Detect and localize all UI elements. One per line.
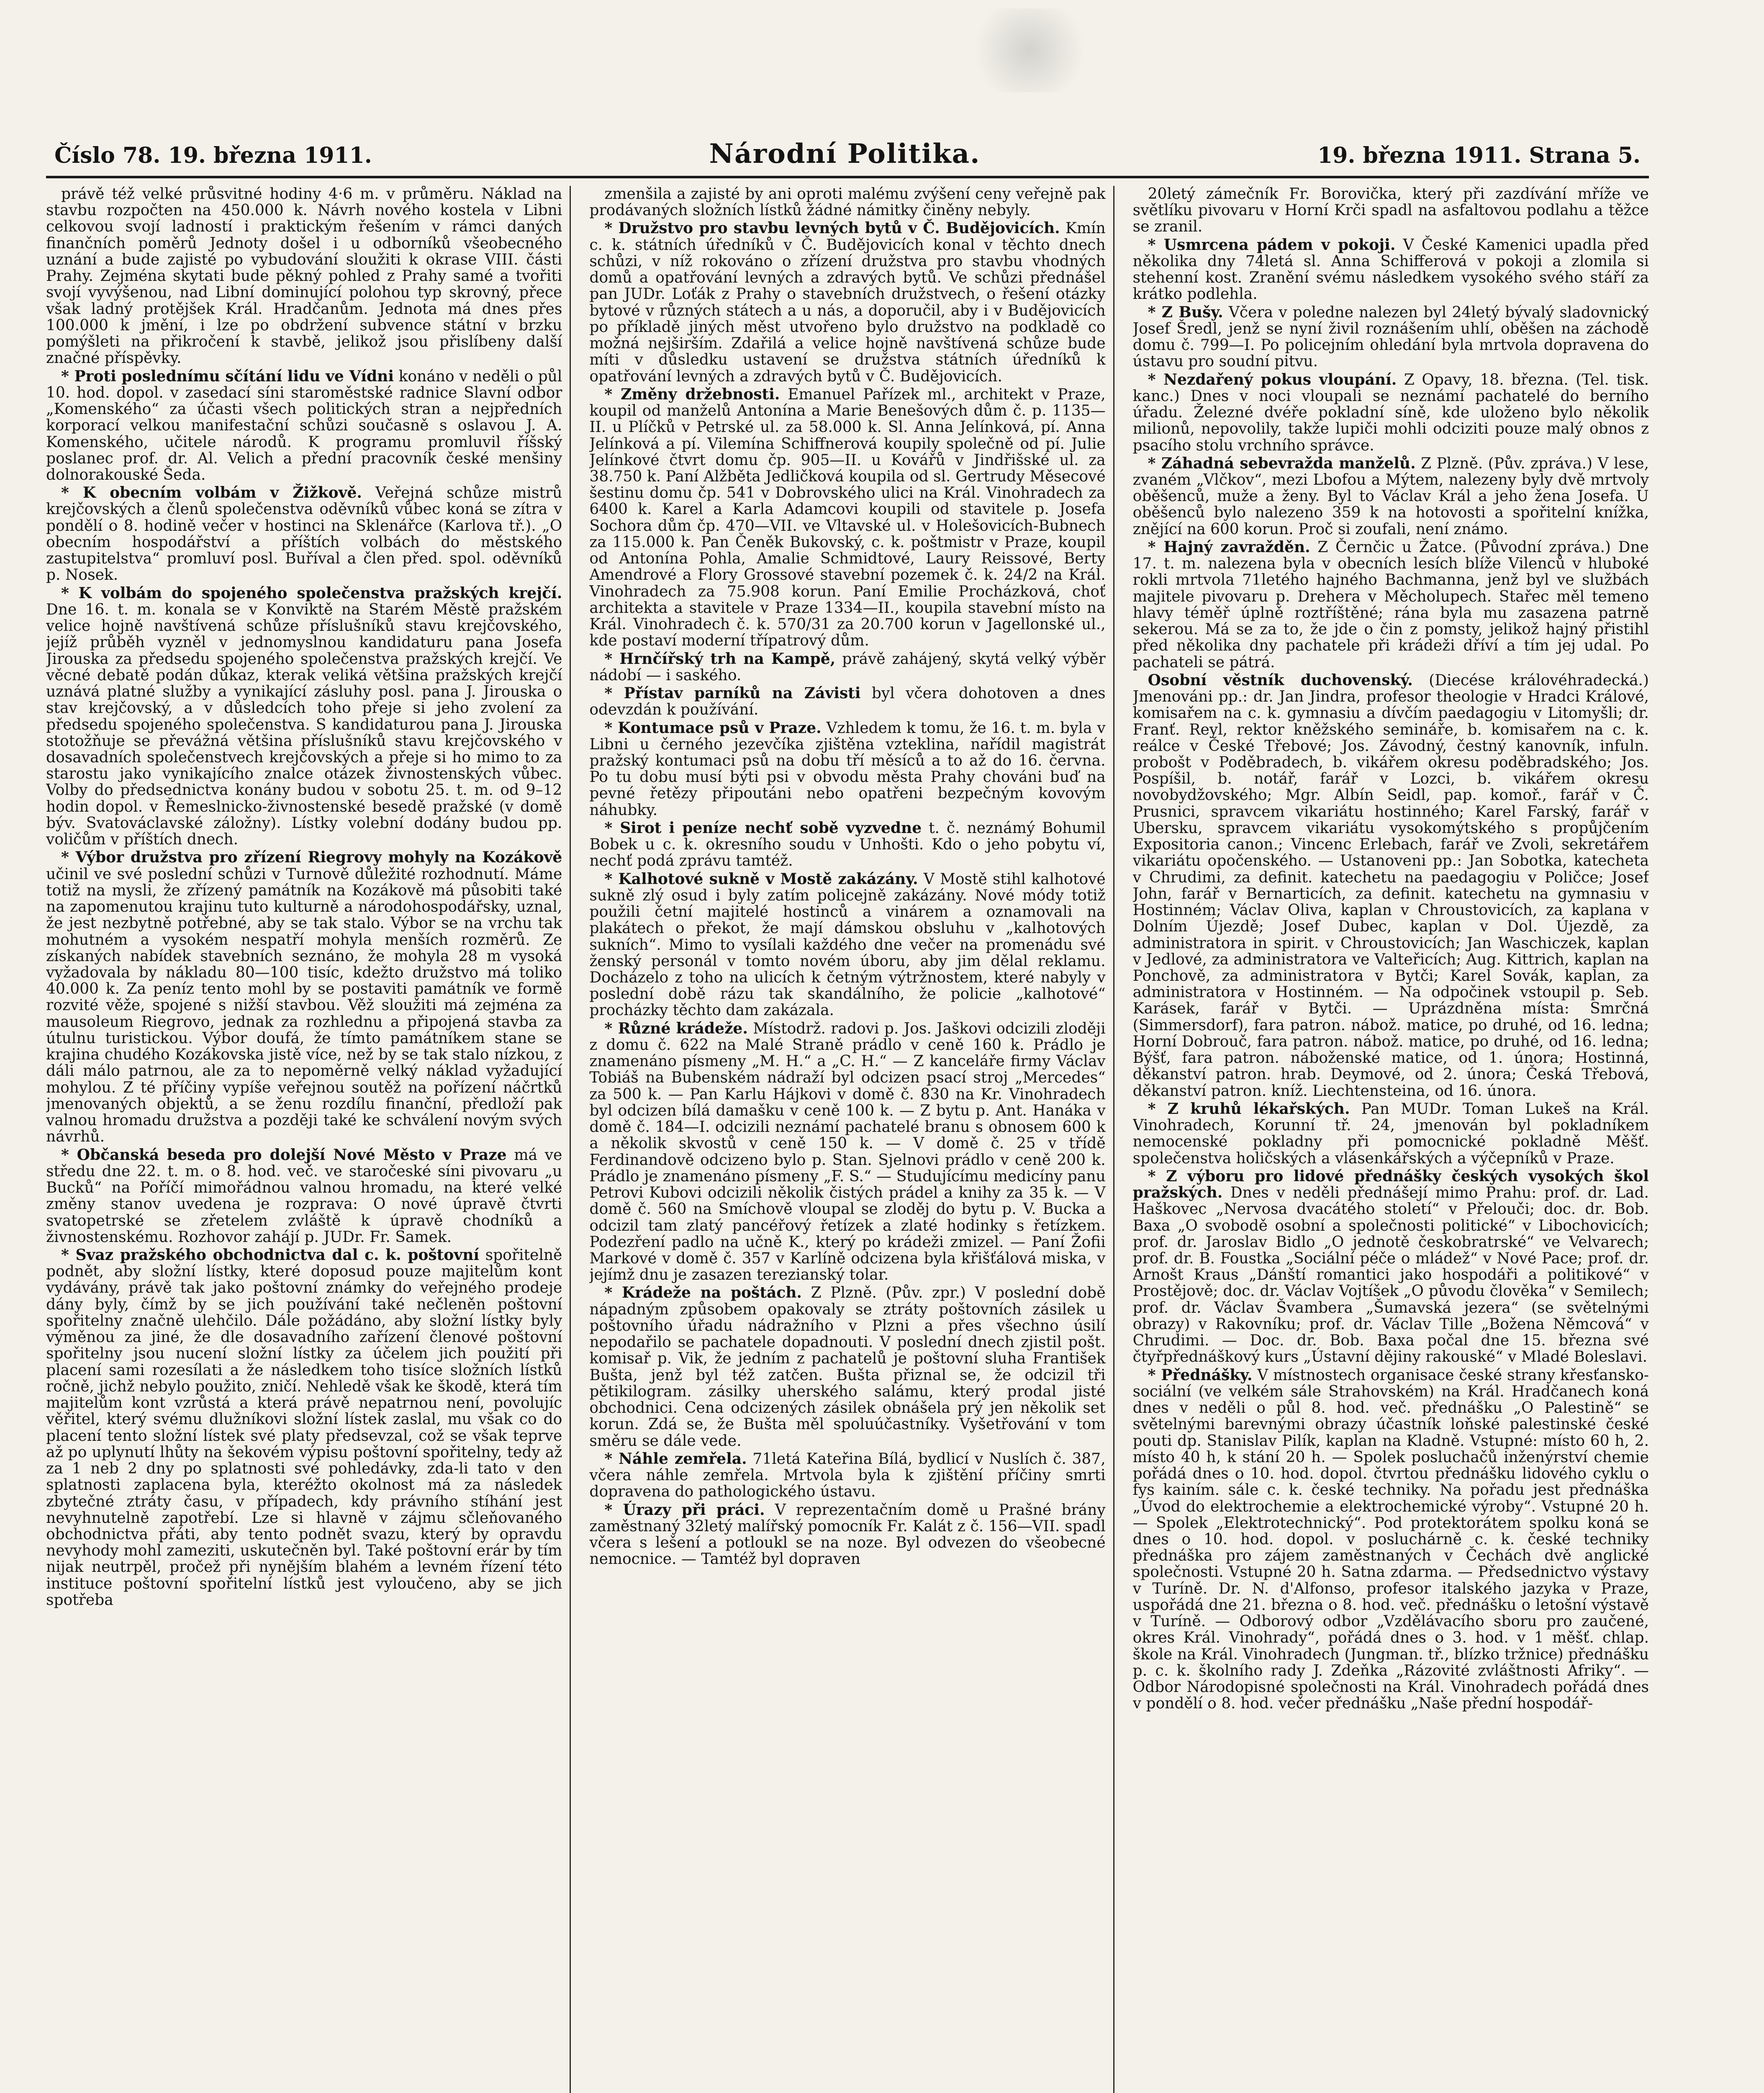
article-paragraph [589,1285,1105,1449]
article-paragraph [589,651,1105,684]
article-heading: * Záhadná sebevražda manželů. [1148,454,1416,472]
article-text: 71letá Kateřina Bílá, bydlicí v Nuslích č. 387, včera náhle zemřela. Mrtvola byla k zjištění příčiny smrti dopravena do pathologického ústavu. [589,1450,1106,1501]
article-heading: * Svaz pražského obchodnictva dal c. k. poštovní [61,1246,480,1264]
article-text: právě též velké průsvitné hodiny 4·6 m. v průměru. Náklad na stavbu rozpočten na 450.000 k. Návrh nového kostela v Libni celkovou svojí ladností i praktickým řešením v rámci daných finančních poměrů Jednoty došel i u odborníků všeobecného uznání a bude zajisté po vybudování sloužiti k okrase VIII. části Prahy. Zejména skytati bude pěkný pohled z Prahy samé a tvořiti svojí vyvýšenou, nad Libní dominující polohou typ skrovný, přece však ladný protějšek Král. Hradčanům. Jednota má dnes přes 100.000 k jmění, i lze po obdržení subvence státní v brzku pomýšleti na přikročení k stavbě, jelikož jsou přislíbeny další značné příspěvky. [46,186,562,367]
article-text: Vzhledem k tomu, že 16. t. m. byla v Libni u černého jezevčíka zjištěna vzteklina, nařídil magistrát pražský kontumaci psů na dobu tří měsíců a to až do 16. června. Po tu dobu musí býti psi v obvodu města Prahy chováni buď na pevné řetězy připoutáni nebo opatřeni bezpečným kovovým náhubky. [589,719,1106,819]
article-text: V reprezentačním domě u Prašné brány zaměstnaný 32letý malířský pomocník Fr. Kalát z č. 156—VII. spadl včera s lešení a potloukl se na noze. Byl odvezen do všeobecné nemocnice. — Tamtéž byl dopraven [589,1501,1106,1568]
article-paragraph [1133,455,1649,537]
article-heading: Osobní věstník duchovenský. [1148,671,1413,689]
article-text: Dnes v neděli přednášejí mimo Prahu: prof. dr. Lad. Haškovec „Nervosa dvacátého století“ v Přelouči; doc. dr. Bob. Baxa „O svobodě osobní a společnosti politické“ v Libochovicích; prof. dr. Jaroslav Bidlo „O jednotě českobratrské“ ve Velvarech; prof. dr. B. Foustka „Sociální péče o mládež“ v Nové Pace; prof. dr. Arnošt Kraus „Dánští romantici jako hospodáři a politikové“ v Prostějově; doc. dr. Václav Vojtíšek „O původu člověka“ v Semilech; prof. dr. Václav Švambera „Šumavská jezera“ (se světelnými obrazy) v Rakovníku; prof. dr. Václav Tille „Božena Němcová“ v Chrudimi. — Doc. dr. Bob. Baxa počal dne 15. března své čtyřpřednáškový kurs „Ústavní dějiny rakouské“ v Mladé Boleslavi. [1132,1184,1649,1366]
article-heading: * Z Bušy. [1148,303,1223,321]
article-heading: * Z výboru pro lidové přednášky českých vysokých škol pražských. [1132,1167,1649,1202]
article-paragraph [589,386,1105,649]
article-heading: * K volbám do spojeného společenstva pražských krejčí. [61,584,562,602]
article-heading: * Přednášky. [1148,1366,1253,1384]
article-paragraph [46,585,562,848]
article-text: t. č. neznámý Bohumil Bobek u c. k. okresního soudu v Unhošti. Kdo o jeho pobytu ví, nechť podá zprávu tamtéž. [589,819,1106,870]
article-paragraph [589,1451,1105,1500]
article-columns [46,186,1649,2093]
article-text: Z Plzně. (Pův. zpráva.) V lese, zvaném „Vlčkov“, mezi Lbofou a Mýtem, nalezeny byly dvě mrtvoly oběšenců, muže a ženy. Byl to Václav Král a jeho žena Josefa. U oběšenců bylo nalezeno 359 k na hotovosti a spořitelní knížka, znějící na 600 korun. Proč si zoufali, není známo. [1132,455,1649,538]
article-paragraph [1133,1101,1649,1167]
article-text: právě zahájený, skytá velký výběr nádobí — i saského. [589,650,1106,684]
article-text: byl včera dohotoven a dnes odevzdán k používání. [589,685,1106,719]
article-paragraph [46,1147,562,1245]
column-3 [1133,186,1649,2093]
article-text: Pan MUDr. Toman Lukeš na Král. Vinohradech, Korunní tř. 24, jmenován byl pokladníkem nemocenské pokladny při pomocnické pokladně Měšť. společenstva holičských a vlásenkářských a výčepníků v Praze. [1132,1100,1649,1167]
article-paragraph [46,368,562,483]
column-1 [46,186,571,2093]
article-paragraph [589,871,1105,1019]
article-heading: * Různé krádeže. [604,1019,748,1037]
article-heading: * Z kruhů lékařských. [1148,1100,1350,1118]
article-heading: * Hrnčířský trh na Kampě, [604,650,836,668]
article-paragraph [1133,539,1649,671]
article-heading: * Úrazy při práci. [604,1501,765,1519]
article-text: V Mostě stihl kalhotové sukně zlý osud i byly zatím policejně zakázány. Nové módy totiž použili četní majitelé hostinců a vinárem a oznamovali na plakátech o překot, že mají dámskou obsluhu v „kalhotových sukních“. Mimo to vysílali každého dne večer na promenádu své ženský personál v tomto novém úboru, aby jim dělal reklamu. Docházelo z toho na ulicích k četným výtržnostem, které nabyly v poslední době rázu tak skandálního, že policie „kalhotové“ procházky těchto dam zakázala. [589,870,1106,1019]
article-paragraph [589,720,1105,818]
article-paragraph [1133,186,1649,235]
article-paragraph [46,1247,562,1608]
article-text: Dne 16. t. m. konala se v Konviktě na Starém Městě pražském velice hojně navštívená schůze příslušníků stavu krejčovského, jejíž průběh vyzněl v jednomyslnou kandidaturu pana Josefa Jirouska za předsedu spojeného společenstva pražských krejčí. Ve věcné debatě podán důkaz, kterak veliká většina pražských krejčí uznává platné služby a vynikající zásluhy posl. pana J. Jirouska o stav krejčovský, a v důsledcích toho přeje si jeho zvolení za předsedu spojeného společenstva. S kandidaturou pana J. Jirouska stotožňuje se převážná většina příslušníků stavu krejčovského v dosavadních společenstvech krejčovských a přeje si ho mimo to za starostu jako vynikajícího znalce otázek živnostenských vůbec. Volby do předsednictva konány budou v sobotu 25. t. m. od 9–12 hodin dopol. v Řemeslnicko-živnostenské besedě pražské (v domě býv. Svatováclavské záložny). Lístky volební dodány budou pp. voličům v příštích dnech. [46,601,562,849]
article-text: Včera v poledne nalezen byl 24letý bývalý sladovnický Josef Šredl, jenž se nyní živil roznášením uhlí, oběšen na záchodě domu č. 799—I. Po policejním ohledání byla mrtvola dopravena do ústavu pro soudní pitvu. [1132,303,1649,370]
article-paragraph [1133,304,1649,370]
article-paragraph [1133,237,1649,303]
article-text: V České Kamenici upadla před několika dny 74letá sl. Anna Schifferová v pokoji a zlomila si stehenní kost. Zranění svému následkem vysokého svého stáří za krátko podlehla. [1132,236,1649,303]
page-header [46,138,1649,178]
article-text: má ve středu dne 22. t. m. o 8. hod. več. ve staročeské síni pivovaru „u Bucků“ na Poříčí mimořádnou valnou hromadu, na které velké změny stanov uvedena je rozprava: O nové úpravě čtvrti svatopetrské se zřetelem zvláště k úpravě chodníků a živnostenskému. Rozhovor zahájí p. JUDr. Fr. Samek. [46,1146,562,1246]
article-paragraph [1133,1367,1649,1712]
article-text: 20letý zámečník Fr. Borovička, který při zazdívání mříže ve světlíku pivovaru v Horní Krči spadl na asfaltovou podlahu a těžce se zranil. [1132,186,1649,236]
article-paragraph [1133,672,1649,1099]
article-text: spořitelně podnět, aby složní lístky, které doposud pouze majitelům kont vydávány, právě tak jako poštovní známky do veřejného prodeje dány byly, čímž by se jich používání také nečleněn poštovní spořitelny značně ulehčilo. Dále požádáno, aby složní lístky byly výměnou za jiné, že dle dosavadního zařízení členové poštovní spořitelny jsou nucení složní lístky za účelem jich použití při placení sami rozesílati a že následkem toho tisíce složních lístků ročně, jichž nebylo použito, zničí. Nehledě však ke škodě, která tím majitelům kont vzrůstá a která právě nepatrnou není, povolujíc věřitel, který svému dlužníkovi složní lístek zaslal, mu však co do placení tento složní lístek své platy předsevzal, což se však teprve až po uplynutí lhůty na šekovém výpisu poštovní spořitelny, tedy až za 1 neb 2 dny po splatnosti své pohledávky, zda-li tato v den splatnosti zaplacena byla, kteréžto okolnost má za následek zbytečné ztráty času, v případech, kdy právního stíhání jest nevyhnutelně zapotřebí. Lze si hlavně v zájmu sčleňovaného obchodnictva přáti, aby tento podnět svazu, který by opravdu nevyhody mohl zameziti, uskutečněn byl. Také poštovní erár by tím nijak neutrpěl, pročež při nynějším blahém a levném řízení této instituce poštovní spořitelní lístků jest vyloučeno, aby se jich spotřeba [46,1247,562,1609]
article-paragraph [1133,372,1649,454]
article-paragraph [46,485,562,583]
article-paragraph [589,1021,1105,1283]
article-paragraph [589,1502,1105,1568]
article-heading: * Proti poslednímu sčítání lidu ve Vídni [61,367,394,385]
article-paragraph [46,849,562,1145]
article-text: zmenšila a zajisté by ani oproti malému zvýšení ceny veřejně pak prodávaných složních lístků žádné námitky činěny nebyly. [589,186,1106,219]
article-text: Veřejná schůze mistrů krejčovských a členů společenstva oděvníků vůbec koná se zítra v pondělí o 8. hodině večer v hostinci na Sklenářce (Karlova tř.). „O obecním hospodářství a příštích volbách do městského zastupitelstva“ promluví posl. Buříval a člen před. spol. oděvníků p. Nosek. [46,484,562,584]
article-paragraph [1133,1168,1649,1365]
article-paragraph [589,820,1105,869]
article-text: Z Opavy, 18. března. (Tel. tisk. kanc.) Dnes v noci vloupali se neznámí pachatelé do berního úřadu. Železné dvéře pokladní síně, kde uloženo bylo několik milionů, nepovolily, takže lupiči mohli odciziti pouze malý obnos z psacího stolu vrchního správce. [1132,371,1649,454]
article-heading: * Přístav parníků na Závisti [604,684,861,702]
print-smudge [963,8,1096,92]
header-issue-date: Číslo 78. 19. března 1911. [54,143,372,168]
article-heading: * Kontumace psů v Praze. [604,719,822,737]
article-heading: * Usmrcena pádem v pokoji. [1148,236,1396,254]
article-heading: * Nezdařený pokus vloupání. [1148,370,1397,388]
article-text: konáno v neděli o půl 10. hod. dopol. v zasedací síni staroměstské radnice Slavní odbor „Komenského“ za účasti všech politických stran a nejpředních korporací velkou manifestační schůzi současně s oslavou J. A. Komenského, učitele národů. K programu promluvil říšský poslanec prof. dr. Al. Velich a přední pracovník české menšiny dolnorakouské Šeda. [46,368,562,483]
article-text: Emanuel Pařízek ml., architekt v Praze, koupil od manželů Antonína a Marie Benešových dům č. p. 1135—II. u Plíčků v Petrské ul. za 58.000 k. Sl. Anna Jelínková, pí. Anna Jelínková a pí. Vilemína Schiffnerová koupily společně od pí. Julie Jelínkové čtvrt domu čp. 905—II. u Kovářů v Jindřišské ul. za 38.750 k. Paní Alžběta Jedličková koupila od sl. Gertrudy Měsecové šestinu domu čp. 541 v Dobrovského ulici na Král. Vinohradech za 6400 k. Karel a Karla Adamcovi koupili od stavitele p. Josefa Sochora dům čp. 470—VII. ve Vltavské ul. v Holešovicích-Bubnech za 115.000 k. Pan Čeněk Bukovský, c. k. poštmistr v Praze, koupil od Antonína Pohla, Amalie Schmidtové, Laury Reissové, Berty Amendrové a Flory Grossové stavební pozemek č. k. 24/2 na Král. Vinohradech za 75.908 korun. Paní Emilie Procházková, choť architekta a stavitele v Praze 1334—II., koupila stavební místo na Král. Vinohradech č. k. 570/31 za 20.700 korun v Jagellonské ul., kde postaví moderní třípatrový dům. [589,386,1106,650]
article-heading: * K obecním volbám v Žižkově. [61,484,362,502]
article-paragraph [589,220,1105,384]
article-text: Místodrž. radovi p. Jos. Jaškovi odcizili zloději z domu č. 622 na Malé Straně prádlo v ceně 160 k. Prádlo je znamenáno písmeny „M. H.“ a „C. H.“ — Z kanceláře firmy Václav Tobiáš na Bubenském nádraží byl odcizen psací stroj „Mercedes“ za 500 k. — Pan Karlu Hájkovi v domě č. 830 na Kr. Vinohradech byl odcizen bílá damašku v ceně 100 k. — Z bytu p. Ant. Hanáka v domě č. 184—I. odcizili neznámí pachatelé branu s obnosem 600 k a několik skvostů v ceně 150 k. — V domě č. 25 v třídě Ferdinandově odcizeno bylo p. Stan. Sjelnovi prádlo v ceně 200 k. Prádlo je znamenáno písmeny „F. S.“ — Studujícímu medicíny panu Petrovi Kubovi odcizili několik čistých prádel a knihy za 35 k. — V domě č. 560 na Smíchově vloupal se zloděj do bytu p. V. Bucka a odcizil tam zlatý pancéřový řetízek a zlaté hodinky s řetízkem. Podezření padlo na učně K., který po krádeži zmizel. — Paní Žofii Markové v domě č. 357 v Karlíně odcizena byla křišťálová miska, v jejímž dnu je zasazen terezianský tolar. [589,1020,1106,1284]
article-heading: * Změny držebnosti. [604,385,780,403]
article-heading: * Družstvo pro stavbu levných bytů v Č. Budějovicích. [604,219,1060,237]
article-text: učinil ve své poslední schůzi v Turnově důležité rozhodnutí. Máme totiž na mysli, že zřízený památník na Kozákově má působiti také na zapomenutou krajinu tuto kulturně a národohospodářsky, uznal, že jest nezbytně potřebné, aby se tak stalo. Výbor se na vrchu tak mohutném a vysokém nespatří mohyla menších rozměrů. Ze získaných nabídek stavebních seznáno, že mohyla 28 m vysoká vyžadovala by nákladu 80—100 tisíc, kdežto družstvo má toliko 40.000 k. Za peníz tento mohl by se postaviti památník ve formě rozvité věže, spojené s nižší stavbou. Věž sloužiti má zejména za mausoleum Riegrovo, jednak za rozhlednu a připojená stavba za útulnu turistickou. Výbor doufá, že tímto památníkem stane se krajina chudého Kozákovska jistě více, než by se tak stalo nízkou, z dáli málo patrnou, ale za to nepoměrně velký náklad vyžadující mohylou. Z té příčiny vypíše veřejnou soutěž na pořízení náčrtků jmenovaných objektů, a se ženu rozdílu finanční, předloží pak valnou hromadu družstva a později také ke schválení novým svých návrhů. [46,865,562,1146]
article-text: (Diecése královéhradecká.) Jmenováni pp.: dr. Jan Jindra, profesor theologie v Hradci Králové, komisařem na c. k. gymnasiu a dívčím paedagogiu v Litomyšli; dr. Franť. Reyl, rektor kněžského semináře, b. komisařem na c. k. reálce v České Třebové; Jos. Závodný, čestný kanovník, infuln. probošt v Poděbradech, b. vikářem okresu poděbradského; Jos. Pospíšil, b. notář, farář v Lozci, b. vikářem okresu novobydžovského; Mgr. Albín Seidl, pap. komoř., farář v Č. Prusnici, spravcem vikariátu hostinného; Karel Farský, farář v Ubersku, spravcem vikariátu vysokomýtského s propůjčením Expositoria canon.; Vincenc Erlebach, farář ve Zvoli, sekretářem vikariátu opočenského. — Ustanoveni pp.: Jan Sobotka, katecheta v Chrudimi, za definit. katechetu na paedagogiu v Poličce; Josef John, farář v Bernarticích, za definit. katechetu na gymnasiu v Hostinném; Václav Oliva, kaplan v Chroustovicích, za kaplana v Dolním Újezdě; Josef Dubec, kaplan v Dol. Újezdě, za administratora in spirit. v Chroustovicích; Jan Waschiczek, kaplan v Jedlové, za administratora ve Valteřicích; Aug. Kittrich, kaplan na Ponchově, za administratora v Bytči; Karel Sovák, kaplan, za administratora v Hostinném. — Na odpočinek vstoupil p. Seb. Karásek, farář v Bytči. — Uprázdněna místa: Smrčná (Simmersdorf), fara patron. nábož. matice, po druhé, od 16. ledna; Horní Dobrouč, fara patron. nábož. matice, po druhé, od 16. ledna; Býšť, fara patron. náboženské matice, od 1. února; Hostinná, děkanství patron. hrab. Deymové, od 2. února; Česká Třebová, děkanství patron. kníž. Liechtensteina, od 16. února. [1132,671,1649,1100]
article-heading: * Kalhotové sukně v Mostě zakázány. [604,870,918,888]
article-text: Z Plzně. (Pův. zpr.) V poslední době nápadným způsobem opakovaly se ztráty poštovních zásilek u poštovního úřadu nádražního v Plzni a přes všechno úsilí nepodařilo se pachatele dopadnouti. V poslední dnech zjistil pošt. komisař p. Vik, že jedním z pachatelů je poštovní sluha František Bušta, jenž byl též zatčen. Bušta přiznal se, že odcizil tři pětikilogram. zásilky uherského salámu, který prodal jisté obchodnici. Cena odcizených zásilek obnášela prý jen několik set korun. Zdá se, že Bušta měl spoluúčastníky. Vyšetřování v tom směru se dále vede. [589,1284,1106,1450]
article-text: Z Černčic u Žatce. (Původní zpráva.) Dne 17. t. m. nalezena byla v obecních lesích blíže Vilenců v hluboké rokli mrtvola 71letého hajného Bachmanna, jenž byl ve službách majitele pivovaru p. Drehera v Měcholupech. Stařec měl temeno hlavy téměř úplně roztříštěné; rána byla mu zasazena patrně sekerou. Má se za to, že jde o čin z pomsty, jelikož hajný přistihl před několika dny pachatele při krádeži dříví a tím jej udal. Po pachateli se pátrá. [1132,538,1649,671]
article-heading: * Občanská beseda pro dolejší Nové Město v Praze [61,1146,507,1164]
masthead-title: Národní Politika. [709,138,981,170]
column-2 [589,186,1114,2093]
article-paragraph [589,685,1105,718]
article-heading: * Sirot i peníze nechť sobě vyzvedne [604,819,922,837]
header-date-page: 19. března 1911. Strana 5. [1317,143,1641,168]
article-heading: * Náhle zemřela. [604,1450,747,1468]
newspaper-page [46,138,1649,2093]
article-heading: * Hajný zavražděn. [1148,538,1310,556]
article-text: V místnostech organisace české strany křesťansko-sociální (ve velkém sále Strahovském) na Král. Hradčanech koná dnes v neděli o půl 8. hod. več. přednášku „O Palestině“ se světelnými barevnými obrazy účastník loňské palestinské české pouti dp. Stanislav Pilík, kaplan na Kladně. Vstupné: místo 60 h, 2. místo 40 h, k stání 20 h. — Spolek posluchačů inženýrství chemie pořádá dnes o 10. hod. dopol. čtvrtou přednášku lidového cyklu o fys kainím. sále c. k. české techniky. Na pořadu jest přednáška „Úvod do elektrochemie a elektrochemické výroby“. Vstupné 20 h. — Spolek „Elektrotechnický“. Pod protektorátem spolku koná se dnes o 10. hod. dopol. v posluchárně c. k. české techniky přednáška pro zájem zaměstnaných v Čechách dvě anglické společnosti. Vstupné 20 h. Satna zdarma. — Předsednictvo výstavy v Turíně. Dr. N. d'Alfonso, profesor italského jazyka v Praze, uspořádá dne 21. března o 8. hod. več. přednášku o letošní výstavě v Turíně. — Odborový odbor „Vzdělávacího sboru pro zaučené, okres Král. Vinohrady“, pořádá dnes o 3. hod. v 1 měšť. chlap. škole na Král. Vinohradech (Jungman. tř., blízko tržnice) přednášku p. c. k. školního rady J. Zdeňka „Rázovité zvláštnosti Afriky“. — Odbor Národopisné společnosti na Král. Vinohradech pořádá dnes v pondělí o 8. hod. večer přednášku „Naše přední hospodář- [1132,1366,1649,1712]
article-paragraph [46,186,562,367]
article-heading: * Krádeže na poštách. [604,1284,802,1302]
article-paragraph [589,186,1105,219]
article-heading: * Výbor družstva pro zřízení Riegrovy mohyly na Kozákově [61,849,562,867]
article-text: Kmín c. k. státních úředníků v Č. Budějovicích konal v těchto dnech schůzi, v níž rokováno o zřízení družstva pro stavbu vhodných domů a opatřování levných a zdravých bytů. Ve schůzi přednášel pan JUDr. Loťák z Prahy o stavebních družstvech, o řešení otázky bytové v různých státech a u nás, a doporučil, aby i v Budějovicích po příkladě jiných měst utvořeno bylo družstvo na podkladě co možná nejširším. Zdařilá a velice hojně navštívená schůze bude míti v důsledku ustavení se družstva státních úředníků k opatřování levných a zdravých bytů v Č. Budějovicích. [589,220,1106,385]
